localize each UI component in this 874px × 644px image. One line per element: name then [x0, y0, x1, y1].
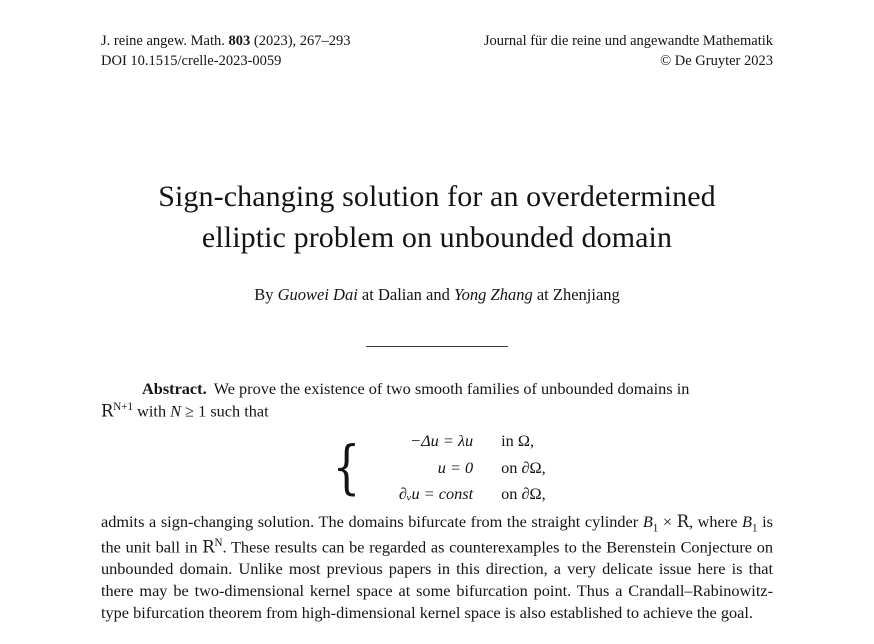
abstract-paragraph-2 — [101, 511, 773, 624]
equation-row-lhs: −Δu = λu — [410, 431, 474, 451]
title-line-1: Sign-changing solution for an overdetermined — [158, 180, 716, 213]
byline-mid-2: at Zhenjiang — [532, 284, 620, 304]
equation-cases — [328, 428, 545, 507]
equation-rows — [369, 428, 546, 507]
byline-by: By — [254, 284, 278, 304]
equation-row — [369, 482, 546, 506]
symbol-r: R — [676, 511, 689, 531]
journal-citation-suffix: (2023), 267–293 — [250, 33, 351, 49]
journal-citation-prefix: J. reine angew. Math. — [101, 33, 229, 49]
symbol-times: × — [658, 511, 677, 531]
equation-row-rhs: on ∂Ω, — [501, 457, 546, 477]
abstract-body-2: , where — [688, 511, 743, 531]
running-head-right — [484, 31, 773, 71]
abstract-body-3: is the unit ball in — [101, 511, 773, 557]
abstract-text-2-mid: such that — [206, 401, 269, 421]
title-line-2: elliptic problem on unbounded domain — [201, 221, 673, 255]
equation-row-lhs: u = 0 — [437, 457, 474, 477]
symbol-r-n-exponent: N — [214, 537, 223, 550]
symbol-r-n-plus-1-exponent: N+1 — [113, 400, 134, 413]
equation-row-rhs: in Ω, — [501, 431, 535, 451]
symbol-b1: B — [642, 511, 653, 531]
author-name-2: Yong Zhang — [454, 284, 533, 304]
divider-rule — [366, 346, 508, 347]
page-title — [101, 176, 773, 259]
symbol-b1-second: B — [742, 511, 752, 531]
symbol-n: N — [170, 401, 182, 421]
abstract-body-1: admits a sign-changing solution. The domains bifurcate from the straight cylinder — [101, 511, 643, 531]
symbol-r-n-plus-1: R — [101, 401, 114, 421]
abstract-body-4: . These results can be regarded as counterexamples to the Berenstein Conjecture on unbounded domain. Unlike most previous papers in this direction, a very delicate issue here is that there may be two-dimensional kernel space at some bifurcation point. Thus a Crandall–Rabinowitz-type bifurcation theorem from high-dimensional kernel space is also established to achieve the goal. — [101, 537, 773, 623]
journal-name: Journal für die reine und angewandte Mathematik — [483, 33, 773, 49]
symbol-b1-subscript: 1 — [652, 522, 659, 535]
byline — [101, 285, 773, 305]
equation-row-rhs: on ∂Ω, — [501, 484, 546, 504]
running-head-left — [101, 31, 351, 71]
symbol-b1-second-subscript: 1 — [751, 522, 758, 535]
equation-row — [369, 429, 546, 453]
divider — [101, 334, 773, 352]
abstract-heading: Abstract. — [142, 378, 207, 398]
abstract-text-2-pre: with — [133, 401, 171, 421]
abstract-text-1: We prove the existence of two smooth families of unbounded domains in — [213, 378, 690, 398]
publisher-copyright: © De Gruyter 2023 — [660, 53, 773, 69]
equation-row-lhs: ∂ᵥu = const — [398, 484, 474, 504]
author-name-1: Guowei Dai — [277, 284, 358, 304]
display-equation — [101, 428, 773, 507]
abstract-section — [101, 378, 773, 624]
doi-line: DOI 10.1515/crelle-2023-0059 — [101, 53, 282, 69]
symbol-n-ge-1: ≥ 1 — [181, 401, 207, 421]
journal-citation-line — [101, 31, 351, 51]
left-brace-icon: { — [332, 432, 361, 501]
equation-row — [369, 456, 546, 480]
abstract-paragraph-1 — [101, 378, 773, 422]
journal-volume: 803 — [228, 33, 251, 49]
byline-mid-1: at Dalian and — [357, 284, 455, 304]
running-head — [101, 0, 773, 71]
symbol-r-n: R — [202, 537, 215, 557]
